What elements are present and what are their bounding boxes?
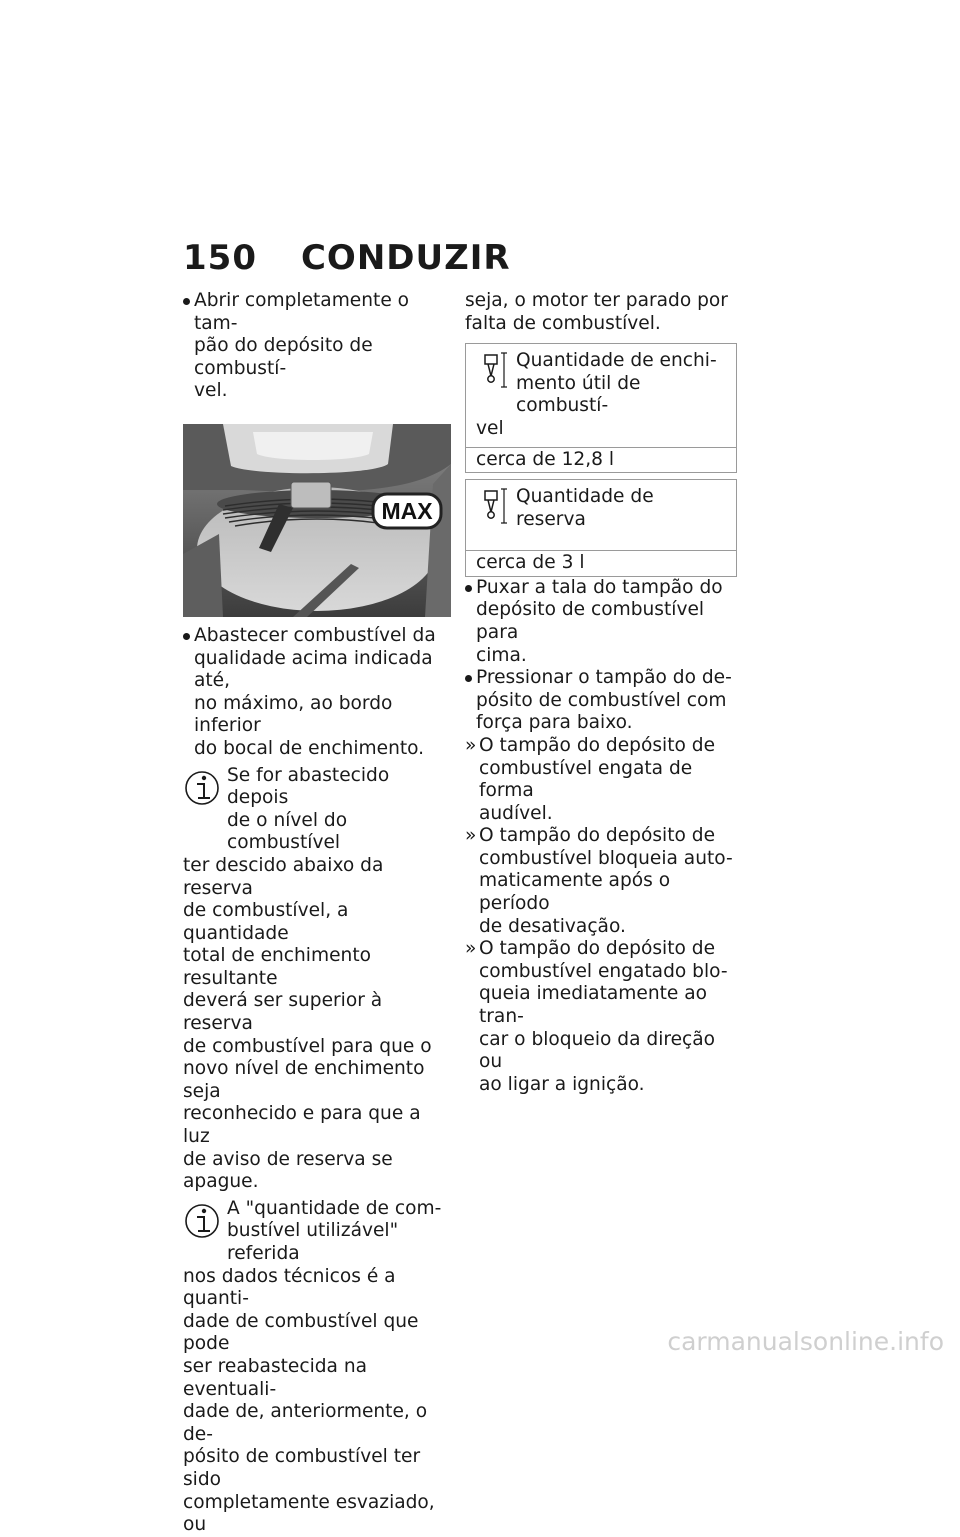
left-column xyxy=(183,290,451,1537)
result-audible-engage: » O tampão do depósito de combustível engata de forma audível. xyxy=(465,734,716,824)
right-column xyxy=(465,290,737,1096)
fuel-filler-max-photo xyxy=(183,424,451,617)
step-press-cap: Pressionar o tampão do de- pósito de combustível com força para baixo. xyxy=(465,667,737,735)
watermark: carmanualsonline.info xyxy=(667,1327,944,1356)
result-auto-lock: » O tampão do depósito de combustível bloqueia auto- maticamente após o período de desativação. xyxy=(465,825,733,937)
note-continuation: seja, o motor ter parado por falta de combustível. xyxy=(465,290,728,334)
max-label: MAX xyxy=(381,497,433,524)
page-header xyxy=(183,238,511,278)
page-number: 150 xyxy=(183,238,257,278)
step-pull-tab: Puxar a tala do tampão do depósito de combustível para cima. xyxy=(465,577,737,667)
spec-reserve-value: cerca de 3 l xyxy=(466,550,736,576)
spec-usable-capacity: Quantidade de enchi- mento útil de combustí- vel cerca de 12,8 l xyxy=(465,343,737,473)
spec-reserve: Quantidade de reserva cerca de 3 l xyxy=(465,479,737,577)
step-refuel: Abastecer combustível da qualidade acima indicada até, no máximo, ao bordo inferior do bocal de enchimento. xyxy=(183,625,451,761)
spec-usable-capacity-value: cerca de 12,8 l xyxy=(466,447,736,473)
engine-piston-icon xyxy=(480,488,510,524)
note-usable-fuel: A "quantidade de com- bustível utilizável" referida nos dados técnicos é a quanti- dade de combustível que pode ser reabastecida na eventuali- dade de, anteriormente, o de- pósito de combustível ter sido completamente esvaziado, ou xyxy=(183,1197,442,1536)
note-reserve: Se for abastecido depois de o nível do combustível ter descido abaixo da reserva de combustível, a quantidade total de enchimento resultante deverá ser superior à reserva de combustível para que o novo nível de enchimento seja reconhecido e para que a luz de aviso de reserva se apague. xyxy=(183,764,432,1193)
engine-piston-icon xyxy=(480,352,510,388)
step-open-cap: Abrir completamente o tam- pão do depósito de combustí- vel. xyxy=(183,290,451,403)
result-immediate-lock: » O tampão do depósito de combustível engatado blo- queia imediatamente ao tran- car o bloqueio da direção ou ao ligar a ignição. xyxy=(465,938,728,1095)
chapter-title: CONDUZIR xyxy=(300,238,511,278)
info-icon xyxy=(183,1200,221,1242)
info-icon xyxy=(183,767,221,809)
